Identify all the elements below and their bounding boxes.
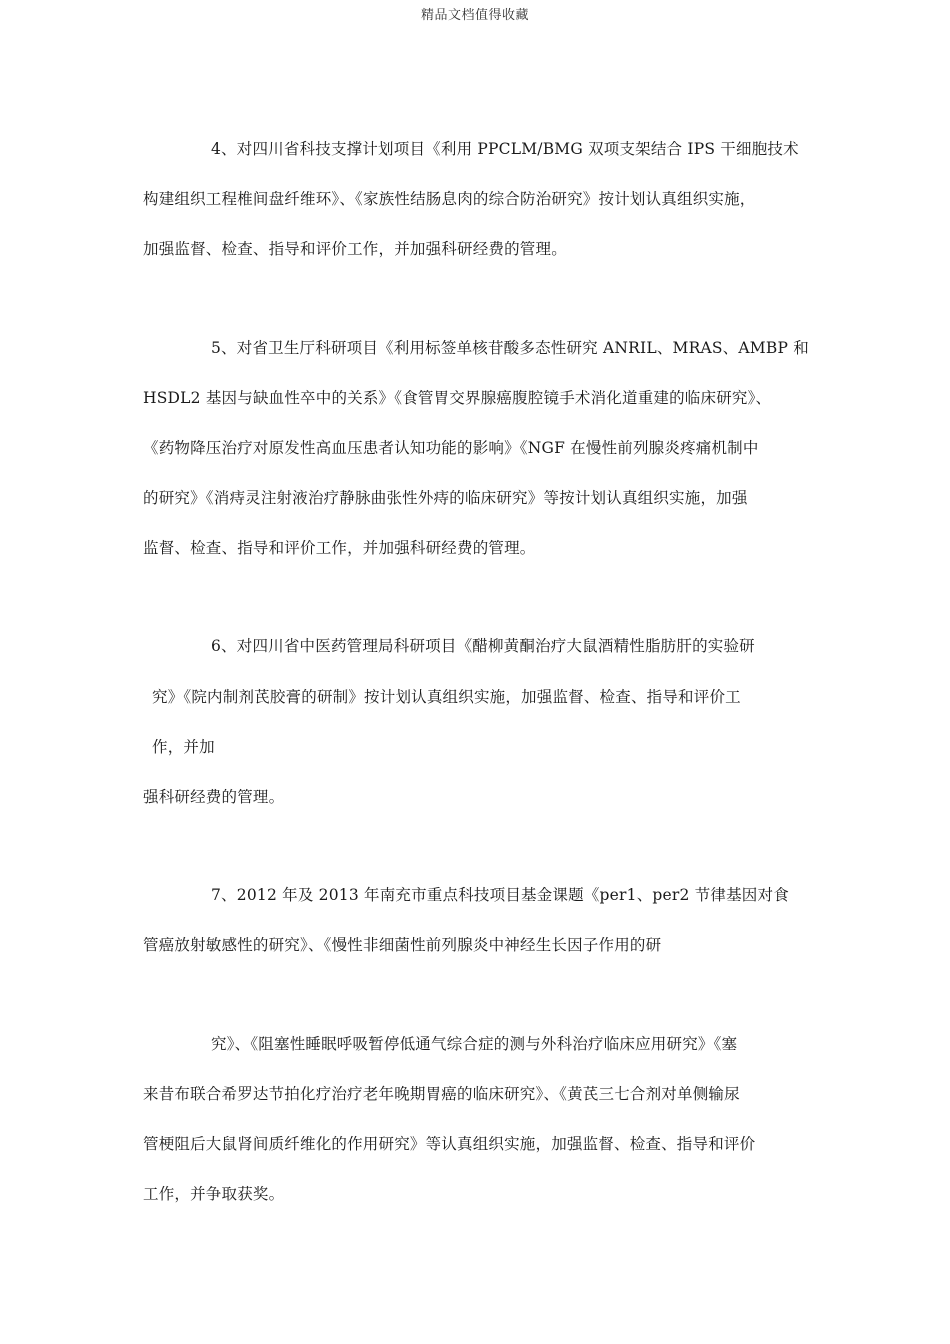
paragraph-line: 《药物降压治疗对原发性高血压患者认知功能的影响》《NGF 在慢性前列腺炎疼痛机制中 [143,439,759,457]
page-header: 精品文档值得收藏 [420,8,529,23]
paragraph-line: 来昔布联合希罗达节拍化疗治疗老年晚期胃癌的临床研究》、《黄芪三七合剂对单侧输尿 [143,1085,740,1103]
paragraph-line: 监督、检查、指导和评价工作，并加强科研经费的管理。 [143,539,536,557]
paragraph-line: 管梗阻后大鼠肾间质纤维化的作用研究》等认真组织实施，加强监督、检查、指导和评价 [143,1135,756,1153]
paragraph-line: HSDL2 基因与缺血性卒中的关系》《食管胃交界腺癌腹腔镜手术消化道重建的临床研究》、 [143,389,772,407]
paragraph-line: 作，并加 [152,738,215,756]
paragraph-line: 加强监督、检查、指导和评价工作，并加强科研经费的管理。 [143,240,567,258]
paragraph-line: 究》、《阻塞性睡眠呼吸暂停低通气综合症的测与外科治疗临床应用研究》《塞 [211,1035,738,1053]
paragraph-line: 工作，并争取获奖。 [143,1185,285,1203]
paragraph-line: 强科研经费的管理。 [143,788,285,806]
paragraph-line: 5、对省卫生厅科研项目《利用标签单核苷酸多态性研究 ANRIL、MRAS、AMBP 和 [211,339,809,357]
paragraph-line: 的研究》《消痔灵注射液治疗静脉曲张性外痔的临床研究》等按计划认真组织实施，加强 [143,489,748,507]
paragraph-line: 6、对四川省中医药管理局科研项目《醋柳黄酮治疗大鼠酒精性脂肪肝的实验研 [211,637,755,655]
paragraph-line: 7、2012 年及 2013 年南充市重点科技项目基金课题《per1、per2 节律基因对食 [211,886,789,904]
paragraph-line: 4、对四川省科技支撑计划项目《利用 PPCLM/BMG 双项支架结合 IPS 干细胞技术 [211,140,799,158]
paragraph-line: 究》《院内制剂芪胶膏的研制》按计划认真组织实施，加强监督、检查、指导和评价工 [152,688,741,706]
paragraph-line: 管癌放射敏感性的研究》、《慢性非细菌性前列腺炎中神经生长因子作用的研 [143,936,662,954]
paragraph-line: 构建组织工程椎间盘纤维环》、《家族性结肠息肉的综合防治研究》按计划认真组织实施， [143,190,756,208]
